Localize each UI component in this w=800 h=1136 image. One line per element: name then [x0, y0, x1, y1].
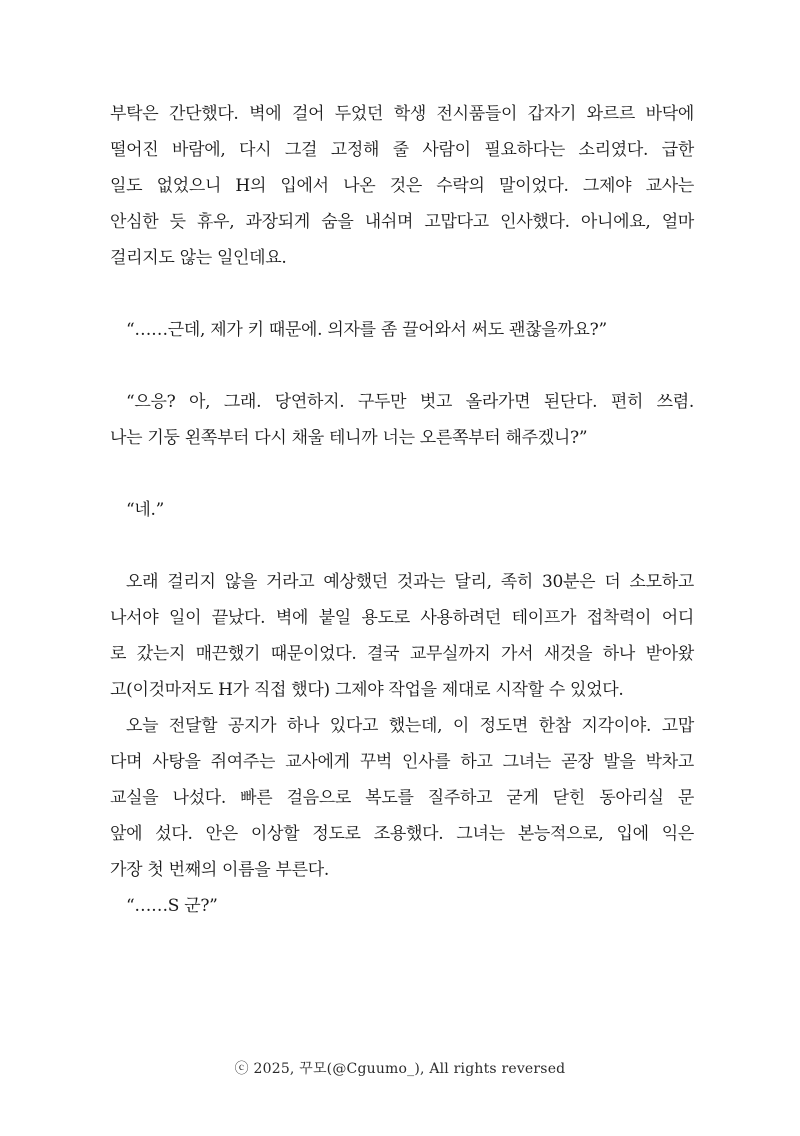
paragraph-gap	[110, 528, 694, 564]
dialogue-line: “……S 군?”	[126, 896, 218, 916]
copyright-footer: ⓒ 2025, 꾸모(@Cguumo_), All rights reversed	[234, 1061, 566, 1077]
text-line: 교실을 나섰다. 빠른 걸음으로 복도를 질주하고 굳게 닫힌 동아리실 문	[110, 788, 694, 808]
text-line: 부탁은 간단했다. 벽에 걸어 두었던 학생 전시품들이 갑자기 와르르 바닥에	[110, 104, 694, 124]
text-line: 나서야 일이 끝났다. 벽에 붙일 용도로 사용하려던 테이프가 접착력이 어디	[110, 608, 694, 628]
text-line: 안심한 듯 휴우, 과장되게 숨을 내쉬며 고맙다고 인사했다. 아니에요, 얼마	[110, 212, 694, 232]
text-line: 떨어진 바람에, 다시 그걸 고정해 줄 사람이 필요하다는 소리였다. 급한	[110, 140, 694, 160]
document-body	[110, 96, 694, 924]
paragraph-3	[110, 708, 694, 888]
text-line: 가장 첫 번째의 이름을 부른다.	[110, 860, 329, 880]
dialogue-line: “네.”	[126, 500, 165, 520]
text-line: 걸리지도 않는 일인데요.	[110, 248, 287, 268]
text-line: 앞에 섰다. 안은 이상할 정도로 조용했다. 그녀는 본능적으로, 입에 익은	[110, 824, 694, 844]
dialogue-line: “으응? 아, 그래. 당연하지. 구두만 벗고 올라가면 된단다. 편히 쓰렴.	[126, 392, 694, 412]
paragraph-gap	[110, 456, 694, 492]
text-line: 다며 사탕을 쥐여주는 교사에게 꾸벅 인사를 하고 그녀는 곧장 발을 박차고	[110, 752, 694, 772]
text-line: 일도 없었으니 H의 입에서 나온 것은 수락의 말이었다. 그제야 교사는	[110, 176, 694, 196]
paragraph-gap	[110, 348, 694, 384]
paragraph-2	[110, 564, 694, 708]
text-line: 로 갔는지 매끈했기 때문이었다. 결국 교무실까지 가서 새것을 하나 받아왔	[110, 644, 694, 664]
text-line: 오래 걸리지 않을 거라고 예상했던 것과는 달리, 족히 30분은 더 소모하고	[126, 572, 694, 592]
text-line: 오늘 전달할 공지가 하나 있다고 했는데, 이 정도면 한참 지각이야. 고맙	[126, 716, 694, 736]
dialogue-line: “……근데, 제가 키 때문에. 의자를 좀 끌어와서 써도 괜찮을까요?”	[126, 320, 607, 340]
dialogue-block	[110, 384, 694, 456]
dialogue-line: 나는 기둥 왼쪽부터 다시 채울 테니까 너는 오른쪽부터 해주겠니?”	[110, 428, 588, 448]
paragraph-gap	[110, 276, 694, 312]
paragraph-1	[110, 96, 694, 276]
text-line: 고(이것마저도 H가 직접 했다) 그제야 작업을 제대로 시작할 수 있었다.	[110, 680, 624, 700]
